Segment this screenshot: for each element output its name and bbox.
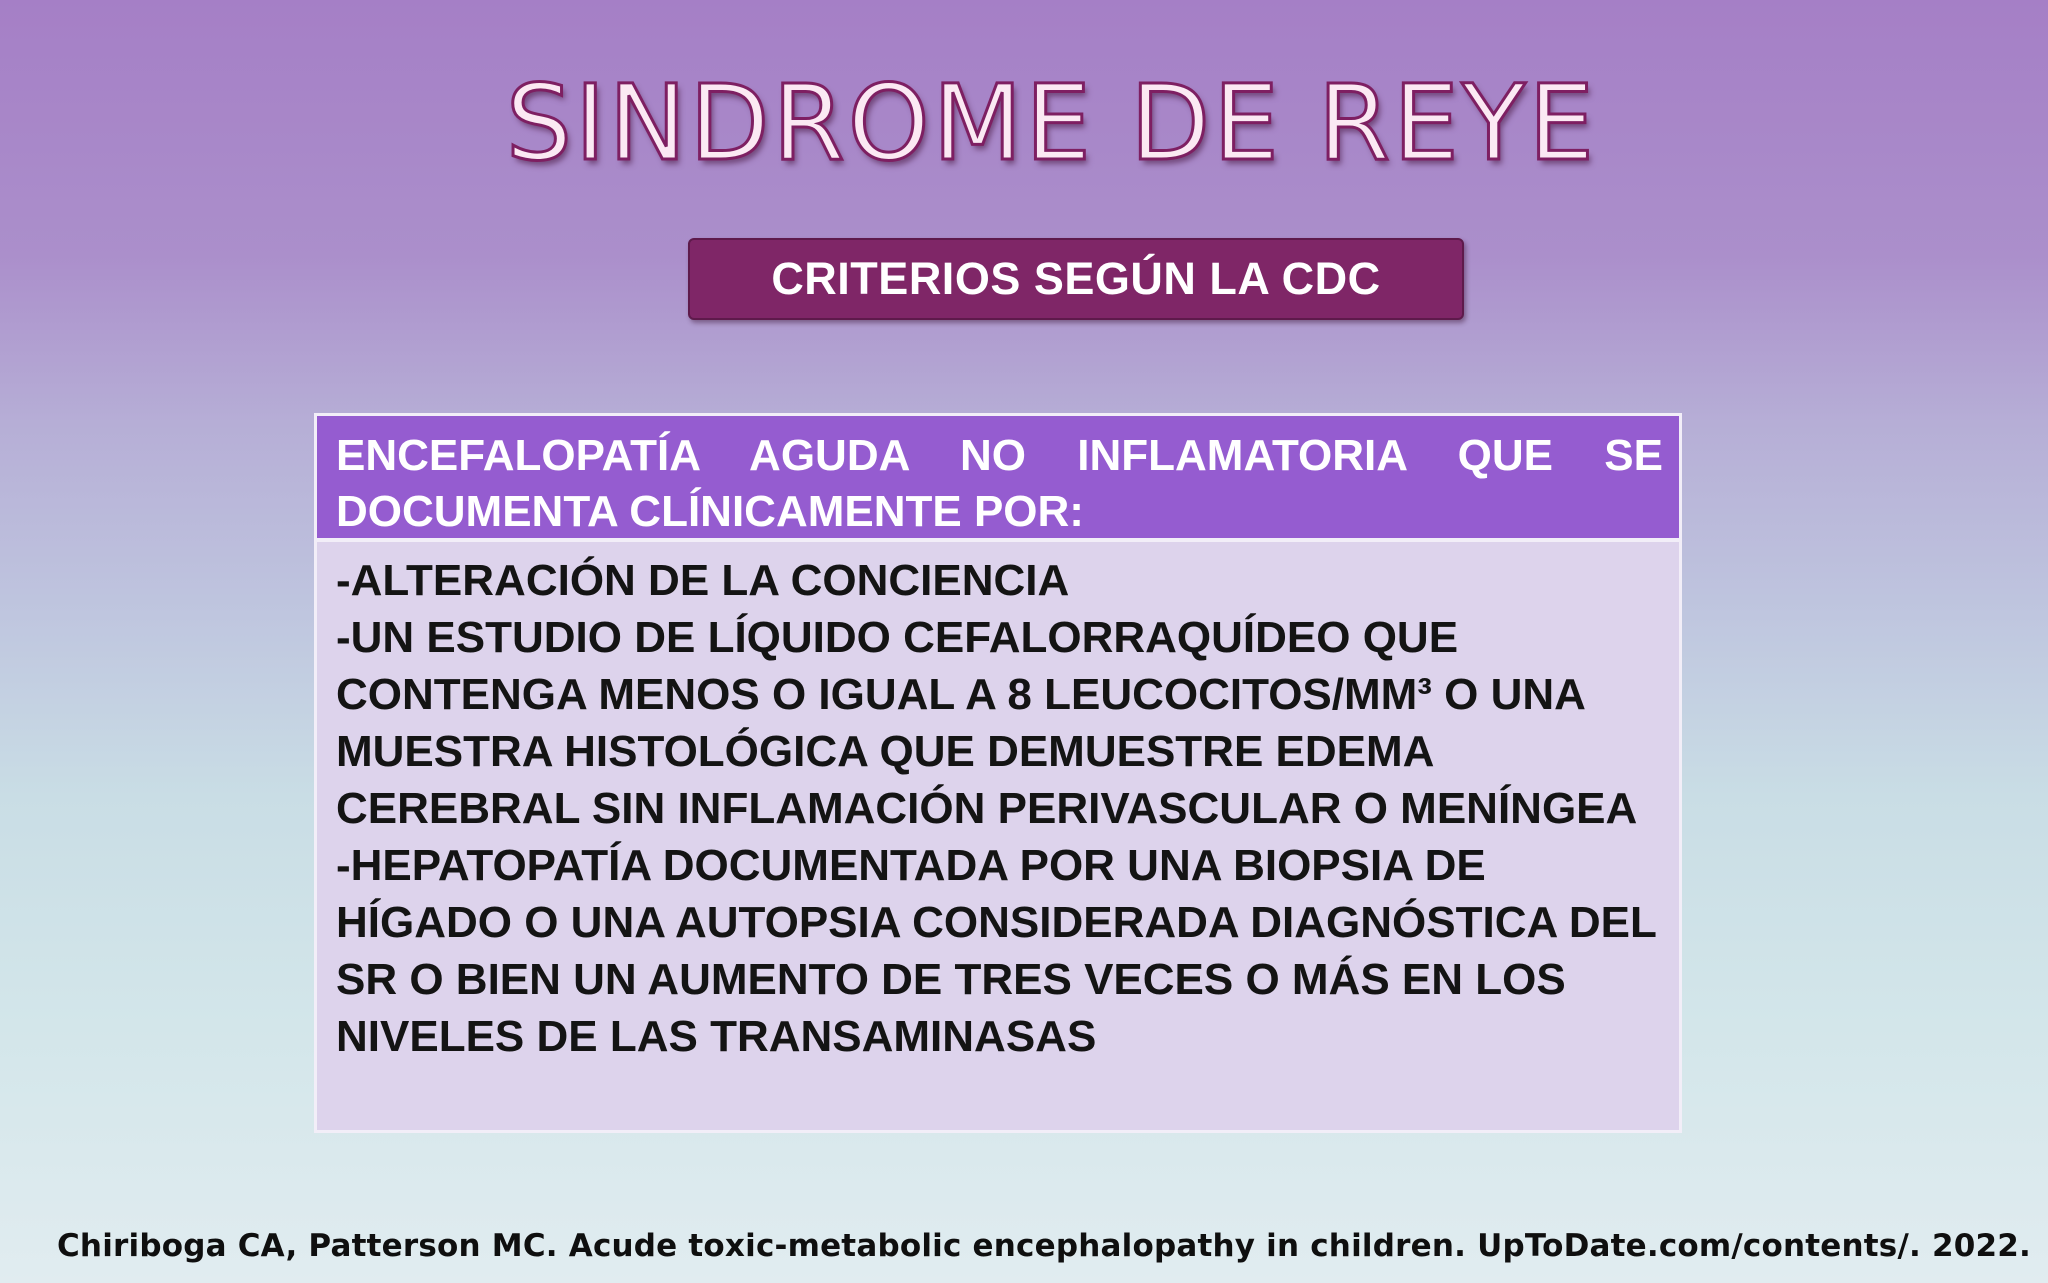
subtitle-banner: [688, 238, 1464, 320]
criteria-item-consciousness: -ALTERACIÓN DE LA CONCIENCIA: [336, 556, 1070, 605]
slide-title: SINDROME DE REYE: [505, 62, 1598, 184]
criteria-table: [314, 413, 1682, 1133]
criteria-body: [317, 542, 1679, 1130]
citation: Chiriboga CA, Patterson MC. Acude toxic-metabolic encephalopathy in children. UpToDate.com/contents/. 2022.: [56, 1228, 2032, 1264]
criteria-header: ENCEFALOPATÍA AGUDA NO INFLAMATORIA QUE SE DOCUMENTA CLÍNICAMENTE POR:: [317, 416, 1679, 542]
criteria-item-hepatopathy: -HEPATOPATÍA DOCUMENTADA POR UNA BIOPSIA DE HÍGADO O UNA AUTOPSIA CONSIDERADA DIAGNÓSTICA DEL SR O BIEN UN AUMENTO DE TRES VECES O MÁS EN LOS NIVELES DE LAS TRANSAMINASAS: [336, 841, 1657, 1061]
subtitle-text: CRITERIOS SEGÚN LA CDC: [771, 253, 1381, 304]
criteria-item-csf: -UN ESTUDIO DE LÍQUIDO CEFALORRAQUÍDEO QUE CONTENGA MENOS O IGUAL A 8 LEUCOCITOS/MM³ O UNA MUESTRA HISTOLÓGICA QUE DEMUESTRE EDEMA CEREBRAL SIN INFLAMACIÓN PERIVASCULAR O MENÍNGEA: [336, 613, 1638, 833]
